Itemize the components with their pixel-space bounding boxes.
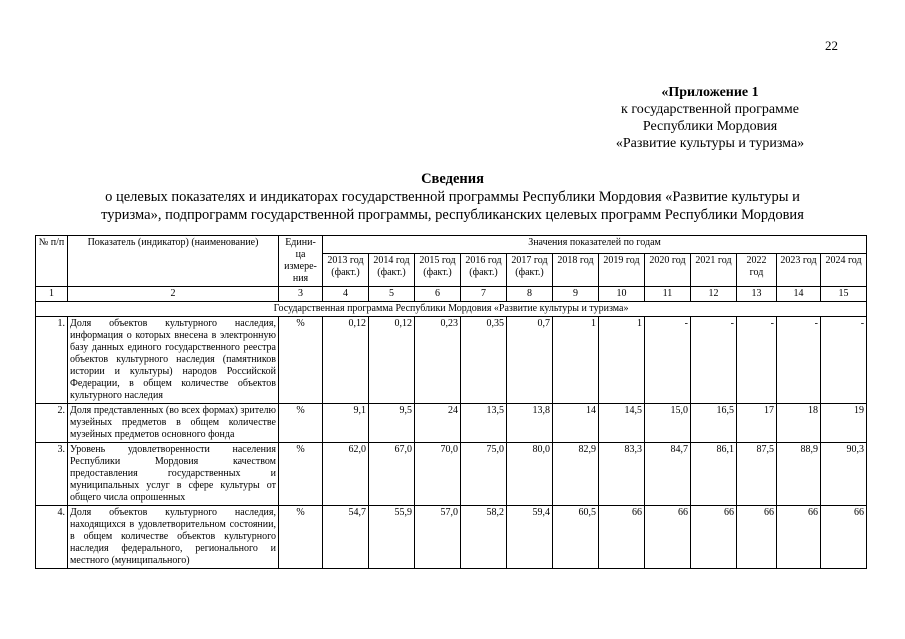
value-cell: 83,3 xyxy=(599,443,645,506)
indicator-name-cell: Доля представленных (во всех формах) зрителю музейных предметов в общем количестве музейных предметов основного фонда xyxy=(68,404,279,443)
header-year: 2022 год xyxy=(737,254,777,287)
column-number-cell: 13 xyxy=(737,287,777,302)
column-number-cell: 12 xyxy=(691,287,737,302)
header-indicator: Показатель (индикатор) (наименование) xyxy=(68,236,279,287)
table-row xyxy=(36,443,867,506)
value-cell: 9,1 xyxy=(323,404,369,443)
value-cell: 15,0 xyxy=(645,404,691,443)
header-row xyxy=(36,236,867,254)
column-number-cell: 9 xyxy=(553,287,599,302)
header-values-group: Значения показателей по годам xyxy=(323,236,867,254)
value-cell: 66 xyxy=(645,506,691,569)
page-number: 22 xyxy=(825,38,838,53)
value-cell: 0,7 xyxy=(507,317,553,404)
value-cell: 88,9 xyxy=(777,443,821,506)
column-number-cell: 1 xyxy=(36,287,68,302)
column-number-cell: 3 xyxy=(279,287,323,302)
appendix-line: Республики Мордовия xyxy=(642,119,778,134)
header-year: 2024 год xyxy=(821,254,867,287)
indicator-name-cell: Доля объектов культурного наследия, информация о которых внесена в электронную базу данных единого государственного реестра объектов культурного наследия (памятников истории и культуры) народов Российской Федерации, в общем количестве объектов культурного наследия xyxy=(68,317,279,404)
value-cell: - xyxy=(691,317,737,404)
value-cell: 19 xyxy=(821,404,867,443)
row-number-cell: 2. xyxy=(36,404,68,443)
value-cell: 0,12 xyxy=(323,317,369,404)
value-cell: 1 xyxy=(553,317,599,404)
value-cell: 0,12 xyxy=(369,317,415,404)
header-year: 2021 год xyxy=(691,254,737,287)
value-cell: 66 xyxy=(821,506,867,569)
section-row xyxy=(36,302,867,317)
value-cell: 59,4 xyxy=(507,506,553,569)
unit-cell: % xyxy=(279,443,323,506)
heading-subtitle: туризма», подпрограмм государственной программы, республиканских целевых программ Республики Мордовия xyxy=(101,207,804,223)
appendix-block xyxy=(560,84,860,152)
value-cell: 84,7 xyxy=(645,443,691,506)
value-cell: - xyxy=(777,317,821,404)
row-number-cell: 1. xyxy=(36,317,68,404)
value-cell: 66 xyxy=(691,506,737,569)
value-cell: 67,0 xyxy=(369,443,415,506)
column-number-row xyxy=(36,287,867,302)
value-cell: 54,7 xyxy=(323,506,369,569)
heading-subtitle: о целевых показателях и индикаторах государственной программы Республики Мордовия «Развитие культуры и xyxy=(105,189,800,205)
value-cell: 62,0 xyxy=(323,443,369,506)
column-number-cell: 11 xyxy=(645,287,691,302)
value-cell: 66 xyxy=(599,506,645,569)
value-cell: 0,23 xyxy=(415,317,461,404)
table-row xyxy=(36,404,867,443)
table-body xyxy=(36,287,867,569)
value-cell: 14,5 xyxy=(599,404,645,443)
value-cell: 60,5 xyxy=(553,506,599,569)
column-number-cell: 4 xyxy=(323,287,369,302)
value-cell: - xyxy=(821,317,867,404)
unit-cell: % xyxy=(279,404,323,443)
header-year: 2018 год xyxy=(553,254,599,287)
column-number-cell: 8 xyxy=(507,287,553,302)
section-title: Государственная программа Республики Мордовия «Развитие культуры и туризма» xyxy=(36,302,867,317)
header-num: № п/п xyxy=(36,236,68,287)
indicators-table xyxy=(35,235,867,569)
row-number-cell: 4. xyxy=(36,506,68,569)
value-cell: 55,9 xyxy=(369,506,415,569)
unit-cell: % xyxy=(279,506,323,569)
value-cell: 16,5 xyxy=(691,404,737,443)
value-cell: 17 xyxy=(737,404,777,443)
value-cell: 1 xyxy=(599,317,645,404)
value-cell: 58,2 xyxy=(461,506,507,569)
column-number-cell: 2 xyxy=(68,287,279,302)
header-year: 2016 год (факт.) xyxy=(461,254,507,287)
value-cell: 13,8 xyxy=(507,404,553,443)
value-cell: 66 xyxy=(777,506,821,569)
appendix-line: «Развитие культуры и туризма» xyxy=(615,136,805,151)
header-year: 2017 год (факт.) xyxy=(507,254,553,287)
header-year: 2014 год (факт.) xyxy=(369,254,415,287)
value-cell: 80,0 xyxy=(507,443,553,506)
unit-cell: % xyxy=(279,317,323,404)
value-cell: - xyxy=(645,317,691,404)
value-cell: 86,1 xyxy=(691,443,737,506)
value-cell: 75,0 xyxy=(461,443,507,506)
table-row xyxy=(36,506,867,569)
indicator-name-cell: Уровень удовлетворенности населения Республики Мордовия качеством предоставления государственных и муниципальных услуг в сфере культуры от общего числа опрошенных xyxy=(68,443,279,506)
header-year: 2023 год xyxy=(777,254,821,287)
header-year: 2019 год xyxy=(599,254,645,287)
column-number-cell: 5 xyxy=(369,287,415,302)
column-number-cell: 6 xyxy=(415,287,461,302)
value-cell: 13,5 xyxy=(461,404,507,443)
header-year: 2020 год xyxy=(645,254,691,287)
value-cell: 14 xyxy=(553,404,599,443)
document-heading xyxy=(40,170,865,224)
value-cell: 24 xyxy=(415,404,461,443)
column-number-cell: 15 xyxy=(821,287,867,302)
value-cell: 57,0 xyxy=(415,506,461,569)
value-cell: 66 xyxy=(737,506,777,569)
header-unit: Едини-ца измере-ния xyxy=(279,236,323,287)
value-cell: 90,3 xyxy=(821,443,867,506)
value-cell: 0,35 xyxy=(461,317,507,404)
heading-title: Сведения xyxy=(421,171,484,187)
value-cell: - xyxy=(737,317,777,404)
value-cell: 18 xyxy=(777,404,821,443)
table-row xyxy=(36,317,867,404)
appendix-line: к государственной программе xyxy=(621,102,799,117)
header-year: 2015 год (факт.) xyxy=(415,254,461,287)
row-number-cell: 3. xyxy=(36,443,68,506)
column-number-cell: 14 xyxy=(777,287,821,302)
appendix-title: «Приложение 1 xyxy=(661,85,759,100)
column-number-cell: 10 xyxy=(599,287,645,302)
value-cell: 70,0 xyxy=(415,443,461,506)
header-year: 2013 год (факт.) xyxy=(323,254,369,287)
value-cell: 82,9 xyxy=(553,443,599,506)
indicator-name-cell: Доля объектов культурного наследия, находящихся в удовлетворительном состоянии, в общем количестве объектов культурного наследия федерального, регионального и местного (муниципального) xyxy=(68,506,279,569)
value-cell: 9,5 xyxy=(369,404,415,443)
value-cell: 87,5 xyxy=(737,443,777,506)
column-number-cell: 7 xyxy=(461,287,507,302)
